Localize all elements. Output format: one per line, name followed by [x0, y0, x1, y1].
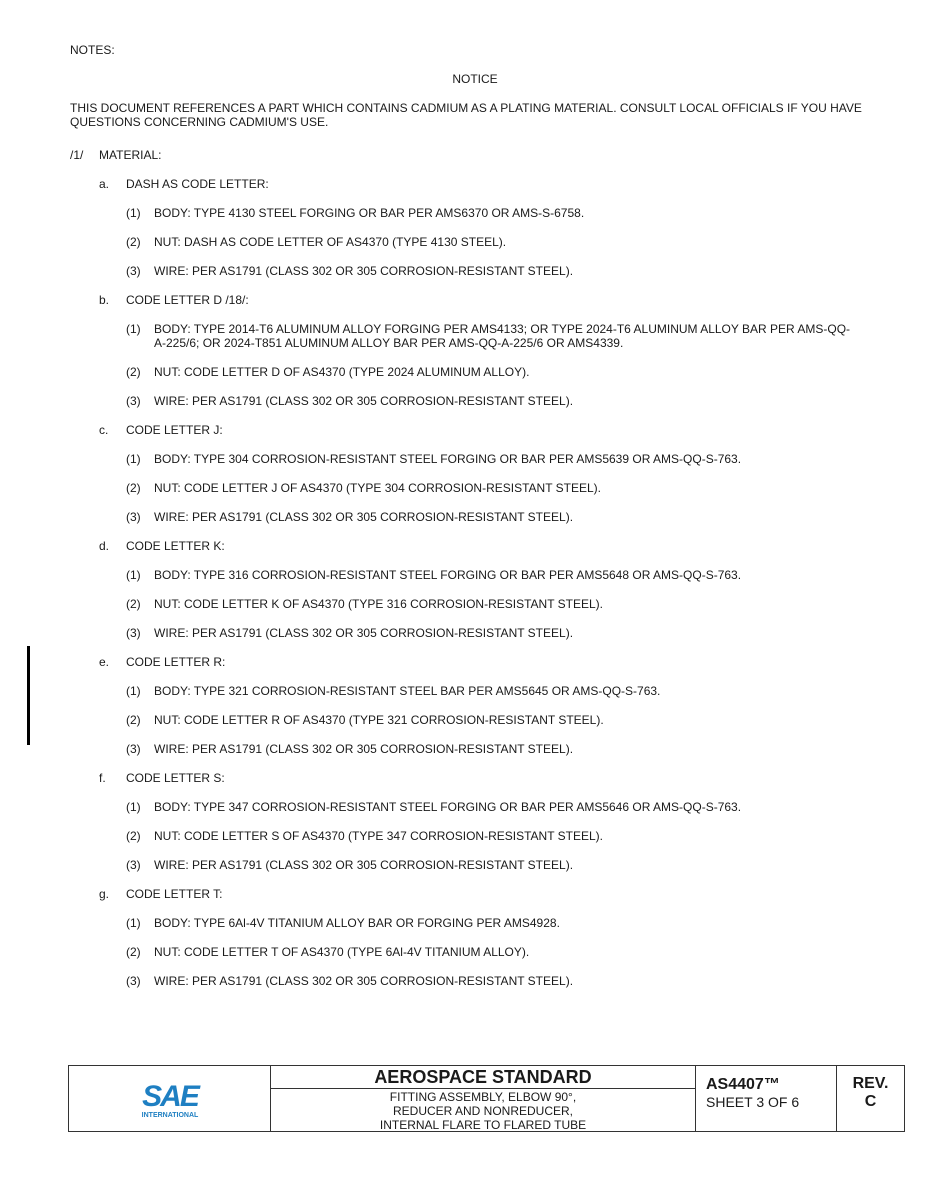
section-title: CODE LETTER T: [126, 887, 223, 901]
sae-logo-icon [120, 1079, 220, 1119]
item-text: BODY: TYPE 2014-T6 ALUMINUM ALLOY FORGING PER AMS4133; OR TYPE 2024-T6 ALUMINUM ALLOY BAR PER AMS-QQ-A-225/6; OR 2024-T851 ALUMINUM ALLOY BAR PER AMS-QQ-A-225/6 OR AMS4339. [154, 322, 851, 350]
item-number: (1) [126, 800, 141, 814]
revision-change-bar [27, 646, 30, 745]
item-number: (3) [126, 742, 141, 756]
item-number: (2) [126, 481, 141, 495]
item-text: BODY: TYPE 347 CORROSION-RESISTANT STEEL FORGING OR BAR PER AMS5646 OR AMS-QQ-S-763. [154, 800, 742, 814]
item-text: WIRE: PER AS1791 (CLASS 302 OR 305 CORROSION-RESISTANT STEEL). [154, 510, 574, 524]
item-text: NUT: CODE LETTER K OF AS4370 (TYPE 316 CORROSION-RESISTANT STEEL). [154, 597, 603, 611]
material-note-number: /1/ [70, 148, 84, 162]
document-number: AS4407™ [706, 1076, 780, 1093]
item-number: (3) [126, 394, 141, 408]
item-number: (2) [126, 713, 141, 727]
item-text: NUT: CODE LETTER J OF AS4370 (TYPE 304 CORROSION-RESISTANT STEEL). [154, 481, 601, 495]
material-heading: MATERIAL: [99, 148, 162, 162]
item-text: NUT: CODE LETTER S OF AS4370 (TYPE 347 CORROSION-RESISTANT STEEL). [154, 829, 603, 843]
item-number: (2) [126, 365, 141, 379]
item-number: (3) [126, 510, 141, 524]
item-text: BODY: TYPE 321 CORROSION-RESISTANT STEEL BAR PER AMS5645 OR AMS-QQ-S-763. [154, 684, 661, 698]
sae-logo [69, 1066, 271, 1131]
item-number: (3) [126, 626, 141, 640]
item-text: NUT: CODE LETTER R OF AS4370 (TYPE 321 CORROSION-RESISTANT STEEL). [154, 713, 604, 727]
description-line: REDUCER AND NONREDUCER, [392, 1104, 574, 1118]
item-number: (3) [126, 974, 141, 988]
section-title: CODE LETTER D /18/: [126, 293, 249, 307]
section-title: CODE LETTER S: [126, 771, 225, 785]
item-number: (1) [126, 452, 141, 466]
item-text: WIRE: PER AS1791 (CLASS 302 OR 305 CORROSION-RESISTANT STEEL). [154, 742, 574, 756]
document-id-cell [696, 1066, 837, 1131]
item-text: BODY: TYPE 4130 STEEL FORGING OR BAR PER AMS6370 OR AMS-S-6758. [154, 206, 585, 220]
item-number: (1) [126, 684, 141, 698]
sae-logo-subtext: INTERNATIONAL [141, 1111, 198, 1119]
item-number: (1) [126, 322, 141, 336]
section-letter: e. [99, 655, 110, 669]
item-text: WIRE: PER AS1791 (CLASS 302 OR 305 CORROSION-RESISTANT STEEL). [154, 264, 574, 278]
item-text: BODY: TYPE 6Al-4V TITANIUM ALLOY BAR OR FORGING PER AMS4928. [154, 916, 560, 930]
title-block-description [271, 1066, 696, 1131]
section-letter: a. [99, 177, 110, 191]
sheet-number: SHEET 3 OF 6 [706, 1094, 800, 1110]
part-description [271, 1089, 695, 1132]
item-number: (3) [126, 858, 141, 872]
item-text: WIRE: PER AS1791 (CLASS 302 OR 305 CORROSION-RESISTANT STEEL). [154, 858, 574, 872]
section-title: DASH AS CODE LETTER: [126, 177, 269, 191]
item-number: (2) [126, 597, 141, 611]
item-number: (1) [126, 568, 141, 582]
item-number: (2) [126, 235, 141, 249]
item-text: BODY: TYPE 316 CORROSION-RESISTANT STEEL FORGING OR BAR PER AMS5648 OR AMS-QQ-S-763. [154, 568, 742, 582]
revision-value: C [864, 1093, 877, 1110]
notice-text: THIS DOCUMENT REFERENCES A PART WHICH CONTAINS CADMIUM AS A PLATING MATERIAL. CONSULT LOCAL OFFICIALS IF YOU HAVE QUESTIONS CONCERNING CADMIUM'S USE. [70, 101, 862, 129]
revision-label: REV. [852, 1075, 889, 1092]
item-text: NUT: CODE LETTER D OF AS4370 (TYPE 2024 ALUMINUM ALLOY). [154, 365, 530, 379]
revision-cell [837, 1066, 904, 1131]
notice-title: NOTICE [452, 72, 498, 86]
section-letter: d. [99, 539, 110, 553]
item-number: (1) [126, 206, 141, 220]
section-title: CODE LETTER J: [126, 423, 223, 437]
item-number: (2) [126, 945, 141, 959]
item-text: WIRE: PER AS1791 (CLASS 302 OR 305 CORROSION-RESISTANT STEEL). [154, 394, 574, 408]
item-number: (3) [126, 264, 141, 278]
item-text: BODY: TYPE 304 CORROSION-RESISTANT STEEL FORGING OR BAR PER AMS5639 OR AMS-QQ-S-763. [154, 452, 742, 466]
section-letter: f. [99, 771, 106, 785]
item-text: WIRE: PER AS1791 (CLASS 302 OR 305 CORROSION-RESISTANT STEEL). [154, 974, 574, 988]
sae-logo-mark: SAE [141, 1079, 198, 1113]
description-line: FITTING ASSEMBLY, ELBOW 90°, [389, 1090, 577, 1104]
item-text: WIRE: PER AS1791 (CLASS 302 OR 305 CORROSION-RESISTANT STEEL). [154, 626, 574, 640]
section-title: CODE LETTER K: [126, 539, 225, 553]
item-text: NUT: CODE LETTER T OF AS4370 (TYPE 6Al-4V TITANIUM ALLOY). [154, 945, 530, 959]
item-text: NUT: DASH AS CODE LETTER OF AS4370 (TYPE 4130 STEEL). [154, 235, 507, 249]
section-letter: c. [99, 423, 109, 437]
item-number: (2) [126, 829, 141, 843]
notes-label: NOTES: [70, 43, 115, 57]
section-letter: g. [99, 887, 110, 901]
item-number: (1) [126, 916, 141, 930]
section-letter: b. [99, 293, 110, 307]
description-line: INTERNAL FLARE TO FLARED TUBE [379, 1118, 587, 1132]
title-block [68, 1065, 905, 1132]
standard-heading: AEROSPACE STANDARD [271, 1066, 695, 1089]
section-title: CODE LETTER R: [126, 655, 226, 669]
